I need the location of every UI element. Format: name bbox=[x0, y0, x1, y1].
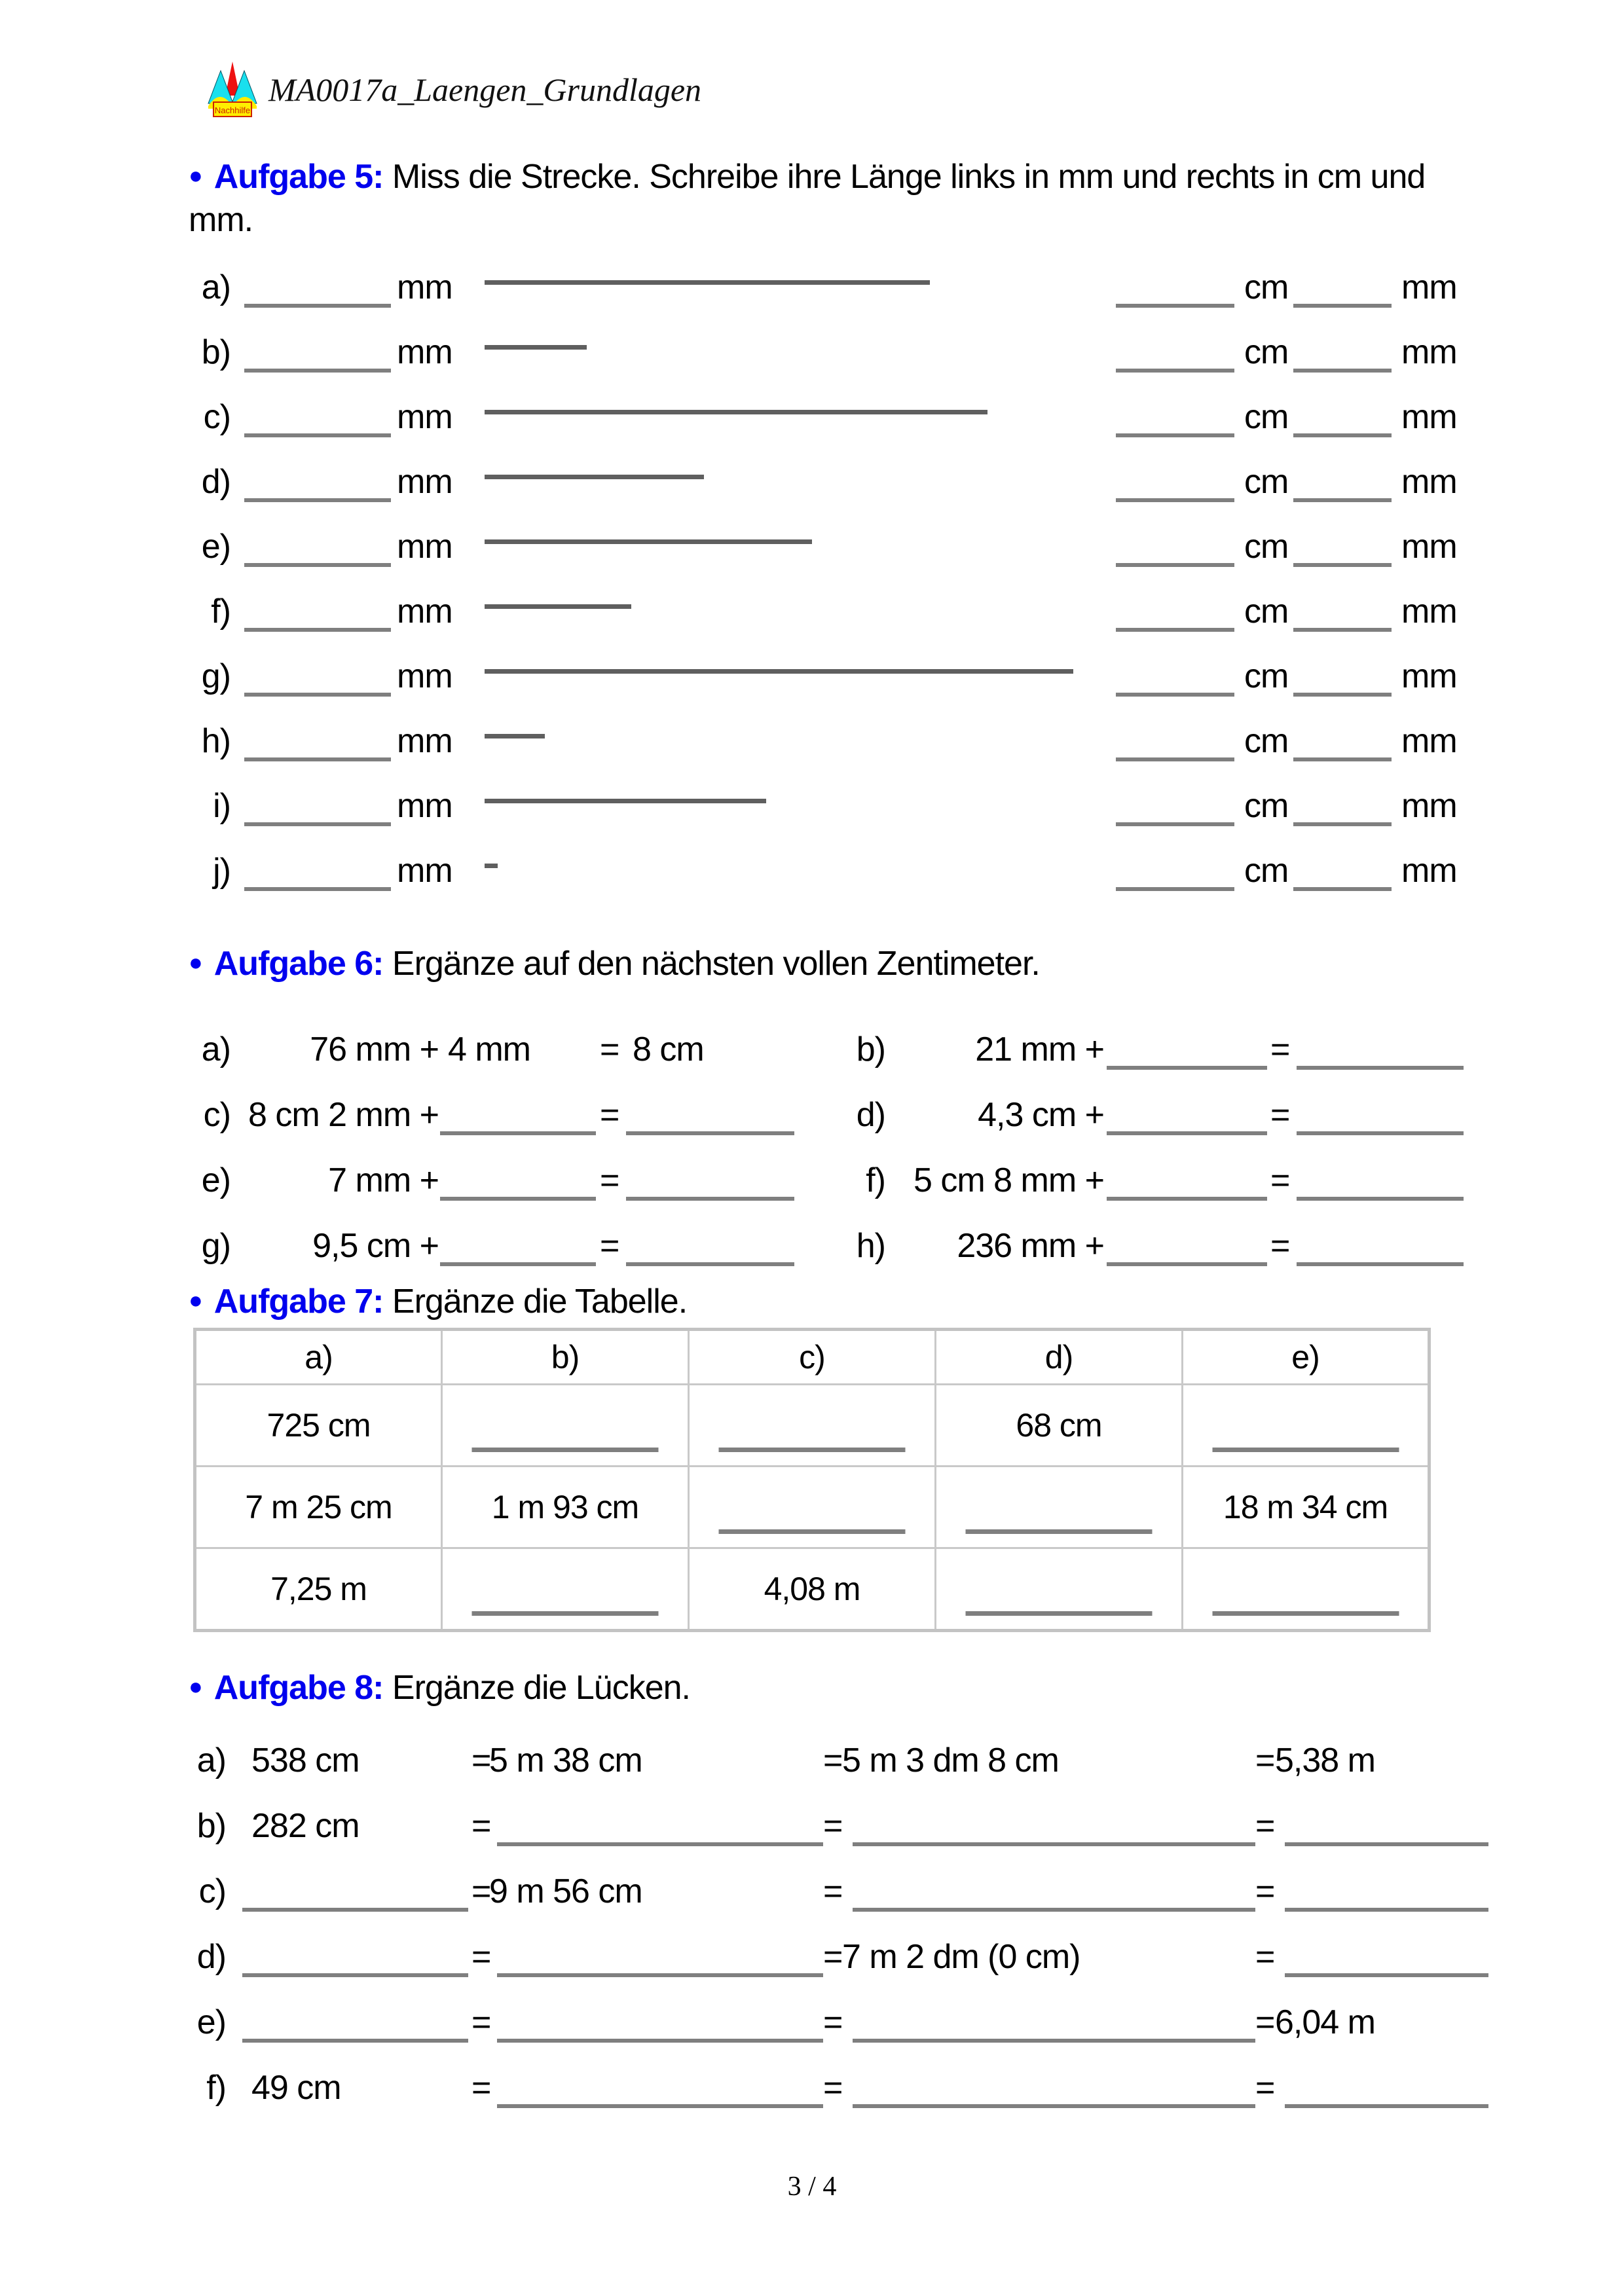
measure-row-b bbox=[0, 327, 1624, 375]
equals-sign: = bbox=[1270, 1096, 1290, 1134]
row-letter: b) bbox=[856, 1030, 885, 1068]
task7-label: Aufgabe 7: bbox=[213, 1283, 384, 1321]
answer-blank-mm-right[interactable] bbox=[1293, 563, 1392, 567]
equals-sign: = bbox=[471, 1872, 491, 1910]
task7-heading bbox=[189, 1279, 687, 1322]
value-col4: 6,04 m bbox=[1275, 2003, 1375, 2041]
unit-label-cm: cm bbox=[1244, 528, 1289, 566]
answer-blank[interactable] bbox=[242, 1908, 468, 1912]
table-cell: 725 cm bbox=[195, 1385, 442, 1467]
answer-blank[interactable] bbox=[1285, 1908, 1488, 1912]
unit-label-mm: mm bbox=[1401, 333, 1457, 371]
equals-sign: = bbox=[471, 2069, 491, 2107]
answer-blank[interactable] bbox=[1212, 1448, 1399, 1452]
answer-blank[interactable] bbox=[497, 2104, 823, 2108]
equals-sign: = bbox=[1270, 1030, 1290, 1068]
equals-sign: = bbox=[1270, 1161, 1290, 1199]
table-cell bbox=[689, 1467, 936, 1548]
task5-instruction-line2: mm. bbox=[189, 201, 253, 239]
answer-blank-mm-right[interactable] bbox=[1293, 822, 1392, 826]
measure-row-f bbox=[0, 586, 1624, 634]
row-letter: a) bbox=[201, 1030, 231, 1068]
measure-segment bbox=[485, 280, 930, 285]
column-header-b: b) bbox=[442, 1330, 689, 1385]
conversion-table bbox=[193, 1328, 1431, 1632]
task6-label: Aufgabe 6: bbox=[213, 945, 384, 983]
expression-addend: 4 mm bbox=[448, 1030, 530, 1068]
completion-row-ef bbox=[0, 1155, 1624, 1203]
unit-label-cm: cm bbox=[1244, 463, 1289, 501]
answer-blank[interactable] bbox=[1285, 1842, 1488, 1846]
answer-blank[interactable] bbox=[497, 2039, 823, 2043]
equals-sign: = bbox=[600, 1096, 619, 1134]
unit-label-cm: cm bbox=[1244, 852, 1289, 890]
unit-label-mm: mm bbox=[1401, 398, 1457, 436]
answer-blank-cm[interactable] bbox=[1116, 757, 1234, 761]
unit-label-cm: cm bbox=[1244, 592, 1289, 630]
row-letter: c) bbox=[203, 398, 231, 436]
unit-label-mm: mm bbox=[397, 528, 452, 566]
equals-sign: = bbox=[823, 1807, 843, 1845]
measure-segment bbox=[485, 604, 631, 609]
row-letter: c) bbox=[198, 1872, 226, 1910]
completion-row-ab bbox=[0, 1024, 1624, 1072]
unit-label-mm: mm bbox=[397, 657, 452, 695]
equals-sign: = bbox=[471, 2003, 491, 2041]
answer-blank[interactable] bbox=[853, 2039, 1255, 2043]
equals-sign: = bbox=[600, 1161, 619, 1199]
answer-blank[interactable] bbox=[497, 1973, 823, 1977]
measure-segment bbox=[485, 539, 812, 544]
nachhilfe-logo bbox=[207, 60, 258, 122]
measure-row-e bbox=[0, 521, 1624, 570]
equals-sign: = bbox=[471, 1938, 491, 1976]
answer-blank-mm-right[interactable] bbox=[1293, 693, 1392, 697]
row-letter: f) bbox=[206, 2069, 226, 2107]
completion-row-cd bbox=[0, 1089, 1624, 1138]
answer-blank-mm-right[interactable] bbox=[1293, 433, 1392, 437]
row-letter: h) bbox=[856, 1227, 885, 1265]
measure-segment bbox=[485, 734, 545, 738]
answer-blank-mm-left[interactable] bbox=[244, 498, 391, 502]
table-cell: 68 cm bbox=[936, 1385, 1183, 1467]
page-number: 3 / 4 bbox=[787, 2172, 837, 2202]
gap-row-e bbox=[0, 1997, 1624, 2045]
answer-blank-mm-left[interactable] bbox=[244, 628, 391, 632]
value-col2: 5 m 38 cm bbox=[489, 1741, 642, 1779]
measure-row-h bbox=[0, 716, 1624, 764]
measure-row-c bbox=[0, 392, 1624, 440]
answer-blank-result[interactable] bbox=[626, 1262, 794, 1266]
equals-sign: = bbox=[600, 1030, 619, 1068]
answer-blank-mm-left[interactable] bbox=[244, 822, 391, 826]
answer-blank-mm-right[interactable] bbox=[1293, 887, 1392, 891]
unit-label-mm: mm bbox=[397, 333, 452, 371]
gap-row-b bbox=[0, 1800, 1624, 1849]
column-header-c: c) bbox=[689, 1330, 936, 1385]
unit-label-mm: mm bbox=[1401, 528, 1457, 566]
column-header-e: e) bbox=[1183, 1330, 1430, 1385]
table-cell: 7,25 m bbox=[195, 1548, 442, 1631]
table-cell: 1 m 93 cm bbox=[442, 1467, 689, 1548]
gap-row-a bbox=[0, 1735, 1624, 1783]
expression-lhs: 21 mm + bbox=[975, 1030, 1104, 1068]
expression-lhs: 236 mm + bbox=[957, 1227, 1104, 1265]
answer-blank[interactable] bbox=[472, 1611, 659, 1616]
expression-lhs: 4,3 cm + bbox=[978, 1096, 1104, 1134]
answer-blank[interactable] bbox=[472, 1448, 659, 1452]
equals-sign: = bbox=[1255, 2003, 1275, 2041]
table-cell bbox=[1183, 1548, 1430, 1631]
answer-blank[interactable] bbox=[242, 1973, 468, 1977]
answer-blank[interactable] bbox=[853, 1842, 1255, 1846]
answer-blank-mm-left[interactable] bbox=[244, 887, 391, 891]
gap-row-d bbox=[0, 1931, 1624, 1980]
measure-row-a bbox=[0, 262, 1624, 310]
unit-label-mm: mm bbox=[397, 398, 452, 436]
row-letter: b) bbox=[196, 1807, 226, 1845]
unit-label-mm: mm bbox=[1401, 268, 1457, 306]
answer-blank-addend[interactable] bbox=[440, 1262, 596, 1266]
value-col3: 7 m 2 dm (0 cm) bbox=[842, 1938, 1080, 1976]
row-letter: f) bbox=[211, 592, 231, 630]
row-letter: a) bbox=[196, 1741, 226, 1779]
task8-instruction: Ergänze die Lücken. bbox=[392, 1669, 690, 1707]
measure-segment bbox=[485, 799, 766, 803]
task7-instruction: Ergänze die Tabelle. bbox=[392, 1283, 688, 1321]
equals-sign: = bbox=[1255, 1741, 1275, 1779]
task8-heading bbox=[189, 1666, 690, 1709]
answer-blank[interactable] bbox=[719, 1529, 906, 1534]
unit-label-cm: cm bbox=[1244, 268, 1289, 306]
row-letter: j) bbox=[213, 852, 231, 890]
logo-banner-text: Nachhilfe bbox=[214, 105, 251, 115]
answer-blank-addend[interactable] bbox=[440, 1197, 596, 1201]
measure-segment bbox=[485, 669, 1073, 674]
value-col2: 9 m 56 cm bbox=[489, 1872, 642, 1910]
row-letter: f) bbox=[866, 1161, 885, 1199]
expression-lhs: 8 cm 2 mm + bbox=[248, 1096, 439, 1134]
row-letter: e) bbox=[201, 1161, 231, 1199]
row-letter: d) bbox=[201, 463, 231, 501]
gap-row-f bbox=[0, 2062, 1624, 2111]
answer-blank[interactable] bbox=[853, 1908, 1255, 1912]
task5-heading bbox=[189, 155, 1425, 198]
answer-blank-mm-left[interactable] bbox=[244, 563, 391, 567]
unit-label-mm: mm bbox=[1401, 592, 1457, 630]
measure-row-j bbox=[0, 845, 1624, 894]
answer-blank[interactable] bbox=[966, 1611, 1153, 1616]
task6-instruction: Ergänze auf den nächsten vollen Zentimeter. bbox=[392, 945, 1040, 983]
answer-blank-mm-right[interactable] bbox=[1293, 304, 1392, 308]
row-letter: e) bbox=[196, 2003, 226, 2041]
unit-label-mm: mm bbox=[397, 268, 452, 306]
unit-label-mm: mm bbox=[397, 463, 452, 501]
unit-label-mm: mm bbox=[1401, 852, 1457, 890]
answer-blank[interactable] bbox=[966, 1529, 1153, 1534]
unit-label-mm: mm bbox=[397, 722, 452, 760]
equals-sign: = bbox=[823, 2069, 843, 2107]
answer-blank-cm[interactable] bbox=[1116, 433, 1234, 437]
answer-blank[interactable] bbox=[497, 1842, 823, 1846]
equals-sign: = bbox=[1255, 1872, 1275, 1910]
answer-blank-cm[interactable] bbox=[1116, 304, 1234, 308]
answer-blank[interactable] bbox=[242, 2039, 468, 2043]
answer-blank-mm-left[interactable] bbox=[244, 433, 391, 437]
answer-blank[interactable] bbox=[719, 1448, 906, 1452]
measure-row-d bbox=[0, 456, 1624, 505]
table-cell bbox=[689, 1385, 936, 1467]
answer-blank-mm-right[interactable] bbox=[1293, 498, 1392, 502]
table-cell bbox=[936, 1467, 1183, 1548]
unit-label-cm: cm bbox=[1244, 787, 1289, 825]
answer-blank-cm[interactable] bbox=[1116, 887, 1234, 891]
measure-row-i bbox=[0, 780, 1624, 829]
value-col4: 5,38 m bbox=[1275, 1741, 1375, 1779]
column-header-a: a) bbox=[195, 1330, 442, 1385]
equals-sign: = bbox=[1255, 2069, 1275, 2107]
unit-label-mm: mm bbox=[1401, 787, 1457, 825]
row-letter: d) bbox=[196, 1938, 226, 1976]
row-letter: c) bbox=[203, 1096, 231, 1134]
table-cell: 18 m 34 cm bbox=[1183, 1467, 1430, 1548]
answer-blank-result[interactable] bbox=[1297, 1131, 1464, 1135]
answer-blank-mm-right[interactable] bbox=[1293, 757, 1392, 761]
answer-blank-mm-left[interactable] bbox=[244, 304, 391, 308]
table-row-decimal-m bbox=[195, 1548, 1430, 1631]
answer-blank-result[interactable] bbox=[626, 1197, 794, 1201]
unit-label-mm: mm bbox=[1401, 657, 1457, 695]
unit-label-mm: mm bbox=[397, 852, 452, 890]
bullet-icon: ● bbox=[189, 162, 202, 189]
answer-blank-mm-left[interactable] bbox=[244, 693, 391, 697]
row-letter: e) bbox=[201, 528, 231, 566]
task5-label: Aufgabe 5: bbox=[213, 158, 384, 196]
equals-sign: = bbox=[823, 1741, 843, 1779]
row-letter: h) bbox=[201, 722, 231, 760]
answer-blank-cm[interactable] bbox=[1116, 563, 1234, 567]
expression-lhs: 5 cm 8 mm + bbox=[913, 1161, 1104, 1199]
answer-blank-mm-left[interactable] bbox=[244, 757, 391, 761]
answer-blank[interactable] bbox=[1285, 1973, 1488, 1977]
measure-segment bbox=[485, 345, 587, 350]
table-cell: 7 m 25 cm bbox=[195, 1467, 442, 1548]
answer-blank-cm[interactable] bbox=[1116, 693, 1234, 697]
answer-blank[interactable] bbox=[1212, 1611, 1399, 1616]
value-col1: 282 cm bbox=[251, 1807, 360, 1845]
unit-label-mm: mm bbox=[397, 787, 452, 825]
answer-blank-result[interactable] bbox=[1297, 1066, 1464, 1070]
measure-segment bbox=[485, 410, 987, 414]
equals-sign: = bbox=[1270, 1227, 1290, 1265]
document-title: MA0017a_Laengen_Grundlagen bbox=[268, 71, 702, 108]
answer-blank-cm[interactable] bbox=[1116, 822, 1234, 826]
bullet-icon: ● bbox=[189, 1286, 202, 1313]
row-letter: i) bbox=[213, 787, 231, 825]
measure-segment bbox=[485, 475, 704, 479]
unit-label-cm: cm bbox=[1244, 657, 1289, 695]
answer-blank-addend[interactable] bbox=[1107, 1262, 1267, 1266]
table-cell bbox=[936, 1548, 1183, 1631]
bullet-icon: ● bbox=[189, 1673, 202, 1700]
answer-blank-cm[interactable] bbox=[1116, 498, 1234, 502]
answer-blank-addend[interactable] bbox=[440, 1131, 596, 1135]
answer-blank-addend[interactable] bbox=[1107, 1131, 1267, 1135]
answer-blank-cm[interactable] bbox=[1116, 628, 1234, 632]
equals-sign: = bbox=[471, 1741, 491, 1779]
row-letter: a) bbox=[201, 268, 231, 306]
table-header-row bbox=[195, 1330, 1430, 1385]
equals-sign: = bbox=[600, 1227, 619, 1265]
row-letter: d) bbox=[856, 1096, 885, 1134]
expression-lhs: 7 mm + bbox=[328, 1161, 439, 1199]
table-cell bbox=[442, 1385, 689, 1467]
task8-label: Aufgabe 8: bbox=[213, 1669, 384, 1707]
equals-sign: = bbox=[823, 1872, 843, 1910]
answer-blank-mm-left[interactable] bbox=[244, 369, 391, 373]
expression-lhs: 9,5 cm + bbox=[312, 1227, 439, 1265]
equals-sign: = bbox=[1255, 1938, 1275, 1976]
task6-heading bbox=[189, 941, 1040, 985]
answer-blank-result[interactable] bbox=[1297, 1197, 1464, 1201]
answer-blank-addend[interactable] bbox=[1107, 1197, 1267, 1201]
equals-sign: = bbox=[1255, 1807, 1275, 1845]
equals-sign: = bbox=[823, 2003, 843, 2041]
unit-label-cm: cm bbox=[1244, 722, 1289, 760]
unit-label-mm: mm bbox=[1401, 463, 1457, 501]
equals-sign: = bbox=[823, 1938, 843, 1976]
answer-blank-addend[interactable] bbox=[1107, 1066, 1267, 1070]
row-letter: g) bbox=[201, 1227, 231, 1265]
gap-row-c bbox=[0, 1866, 1624, 1914]
table-row-cm bbox=[195, 1385, 1430, 1467]
task5-instruction-line1: Miss die Strecke. Schreibe ihre Länge links in mm und rechts in cm und bbox=[392, 158, 1426, 196]
answer-blank[interactable] bbox=[1285, 2104, 1488, 2108]
equals-sign: = bbox=[471, 1807, 491, 1845]
answer-blank-result[interactable] bbox=[626, 1131, 794, 1135]
table-cell bbox=[1183, 1385, 1430, 1467]
measure-row-g bbox=[0, 651, 1624, 699]
value-col1: 538 cm bbox=[251, 1741, 360, 1779]
table-row-m-cm bbox=[195, 1467, 1430, 1548]
answer-blank[interactable] bbox=[853, 2104, 1255, 2108]
bullet-icon: ● bbox=[189, 949, 202, 975]
expression-result: 8 cm bbox=[633, 1030, 704, 1068]
measure-segment bbox=[485, 864, 498, 868]
unit-label-cm: cm bbox=[1244, 333, 1289, 371]
expression-lhs: 76 mm + bbox=[310, 1030, 439, 1068]
value-col3: 5 m 3 dm 8 cm bbox=[842, 1741, 1059, 1779]
answer-blank-mm-right[interactable] bbox=[1293, 628, 1392, 632]
table-cell: 4,08 m bbox=[689, 1548, 936, 1631]
answer-blank-cm[interactable] bbox=[1116, 369, 1234, 373]
table-cell bbox=[442, 1548, 689, 1631]
answer-blank-result[interactable] bbox=[1297, 1262, 1464, 1266]
completion-row-gh bbox=[0, 1220, 1624, 1269]
value-col1: 49 cm bbox=[251, 2069, 341, 2107]
row-letter: b) bbox=[201, 333, 231, 371]
column-header-d: d) bbox=[936, 1330, 1183, 1385]
answer-blank-mm-right[interactable] bbox=[1293, 369, 1392, 373]
unit-label-cm: cm bbox=[1244, 398, 1289, 436]
unit-label-mm: mm bbox=[1401, 722, 1457, 760]
row-letter: g) bbox=[201, 657, 231, 695]
unit-label-mm: mm bbox=[397, 592, 452, 630]
